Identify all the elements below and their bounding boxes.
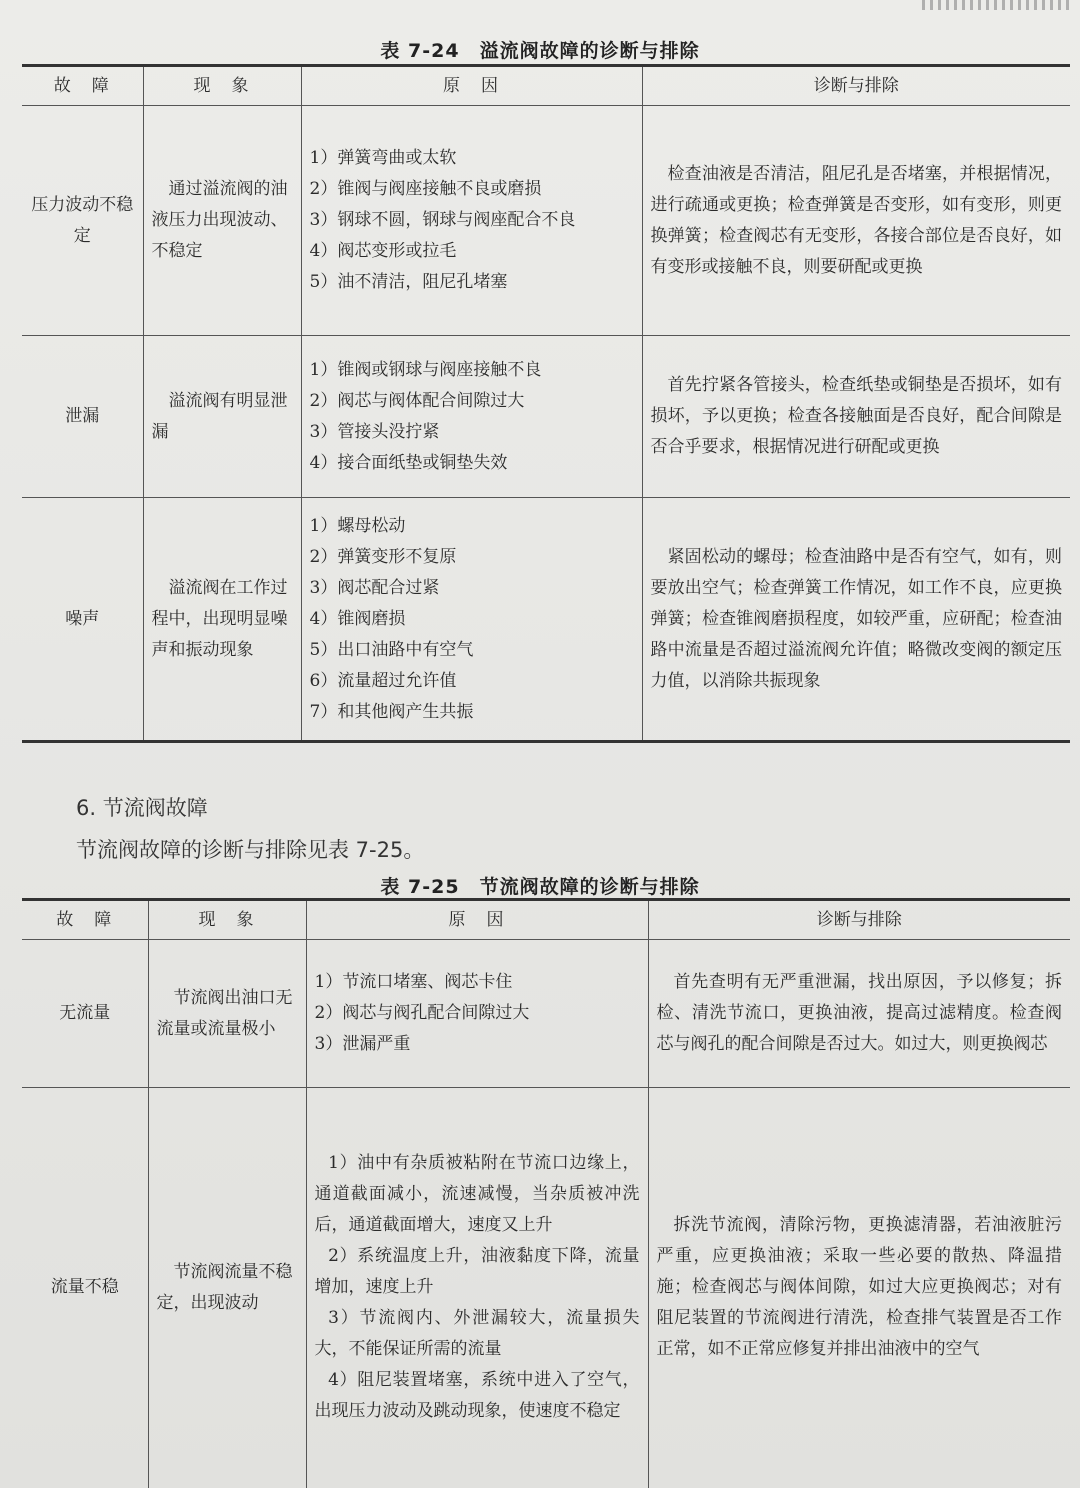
cause-item: 4）阻尼装置堵塞，系统中进入了空气，出现压力波动及跳动现象，使速度不稳定 [314,1370,640,1422]
header-fault: 故 障 [22,900,148,940]
cause-item: 3）泄漏严重 [314,1034,411,1054]
fault-cell: 流量不稳 [50,1277,119,1298]
fault-cell: 泄漏 [22,336,143,498]
diagnosis-cell: 紧固松动的螺母；检查油路中是否有空气，如有，则要放出空气；检查弹簧工作情况，如工作不良，应更换弹簧；检查锥阀磨损程度，如较严重，应研配；检查油路中流量是否超过溢流阀允许值；略微改变阀的额定压力值，以消除共振现象 [642,498,1070,742]
table-header-row [22,66,1070,106]
cause-item: 6）流量超过允许值 [309,670,457,691]
table-row [22,106,1070,336]
phenomenon-cell: 溢流阀在工作过程中，出现明显噪声和振动现象 [143,498,301,742]
cause-item: 5）出口油路中有空气 [309,639,474,660]
phenomenon-cell: 节流阀出油口无流量或流量极小 [148,940,306,1088]
cause-item: 4）阀芯变形或拉毛 [309,241,457,261]
phenomenon-cell: 节流阀流量不稳定，出现波动 [148,1088,306,1488]
table-row [22,1088,1070,1488]
table-7-24-title: 表 7-24 溢流阀故障的诊断与排除 [380,40,700,62]
cause-item: 7）和其他阀产生共振 [309,701,474,722]
diagnosis-cell: 首先拧紧各管接头，检查纸垫或铜垫是否损坏，如有损坏，予以更换；检查各接触面是否良好，配合间隙是否合乎要求，根据情况进行研配或更换 [642,336,1070,498]
cause-item: 3）节流阀内、外泄漏较大，流量损失大，不能保证所需的流量 [314,1308,640,1360]
page-edge-marks [922,0,1072,10]
cause-cell [301,336,642,498]
cause-item: 1）弹簧弯曲或太软 [309,148,457,168]
section-text: 节流阀故障的诊断与排除见表 7-25。 [76,838,425,862]
table-row [22,336,1070,498]
table-7-25-title: 表 7-25 节流阀故障的诊断与排除 [380,876,700,898]
diagnosis-cell: 拆洗节流阀，清除污物，更换滤清器，若油液脏污严重，应更换油液；采取一些必要的散热、降温措施；检查阀芯与阀体间隙，如过大应更换阀芯；对有阻尼装置的节流阀进行清洗，检查排气装置是否工作正常，如不正常应修复并排出油液中的空气 [648,1088,1070,1488]
cause-item: 2）弹簧变形不复原 [309,546,457,567]
header-phenomenon: 现 象 [148,900,306,940]
cause-item: 1）节流口堵塞、阀芯卡住 [314,972,513,992]
table-header-row [22,900,1070,940]
cause-cell [301,498,642,742]
cause-cell [301,106,642,336]
header-diagnosis: 诊断与排除 [648,900,1070,940]
cause-item: 1）油中有杂质被粘附在节流口边缘上，通道截面减小，流速减慢，当杂质被冲洗后，通道截面增大，速度又上升 [314,1153,640,1236]
phenomenon-cell: 溢流阀有明显泄漏 [143,336,301,498]
fault-cell: 无流量 [22,940,148,1088]
relief-valve-fault-table [22,64,1070,743]
diagnosis-cell: 首先查明有无严重泄漏，找出原因，予以修复；拆检、清洗节流口，更换油液，提高过滤精度。检查阀芯与阀孔的配合间隙是否过大。如过大，则更换阀芯 [648,940,1070,1088]
cause-item: 2）阀芯与阀体配合间隙过大 [309,390,525,411]
section-heading: 6. 节流阀故障 [76,796,208,820]
cause-item: 4）锥阀磨损 [309,608,406,629]
cause-item: 4）接合面纸垫或铜垫失效 [309,452,508,473]
cause-item: 1）螺母松动 [309,515,406,536]
diagnosis-cell: 检查油液是否清洁，阻尼孔是否堵塞，并根据情况，进行疏通或更换；检查弹簧是否变形，如有变形，则更换弹簧；检查阀芯有无变形，各接合部位是否良好，如有变形或接触不良，则要研配或更换 [642,106,1070,336]
cause-item: 2）锥阀与阀座接触不良或磨损 [309,179,542,199]
header-diagnosis: 诊断与排除 [642,66,1070,106]
cause-item: 3）阀芯配合过紧 [309,577,440,598]
cause-item: 2）系统温度上升，油液黏度下降，流量增加，速度上升 [314,1246,640,1298]
cause-cell [306,940,648,1088]
header-cause: 原 因 [306,900,648,940]
throttle-valve-fault-table [22,898,1070,1488]
cause-item: 5）油不清洁，阻尼孔堵塞 [309,272,508,292]
fault-cell: 压力波动不稳定 [22,106,143,336]
header-cause: 原 因 [301,66,642,106]
cause-item: 3）钢球不圆，钢球与阀座配合不良 [309,210,576,230]
phenomenon-cell: 通过溢流阀的油液压力出现波动、不稳定 [143,106,301,336]
cause-item: 3）管接头没拧紧 [309,421,440,442]
table-row [22,498,1070,742]
cause-item: 2）阀芯与阀孔配合间隙过大 [314,1003,530,1023]
fault-cell: 噪声 [22,498,143,742]
header-phenomenon: 现 象 [143,66,301,106]
cause-item: 1）锥阀或钢球与阀座接触不良 [309,359,542,380]
table-row [22,940,1070,1088]
header-fault: 故 障 [22,66,143,106]
cause-cell [306,1088,648,1488]
